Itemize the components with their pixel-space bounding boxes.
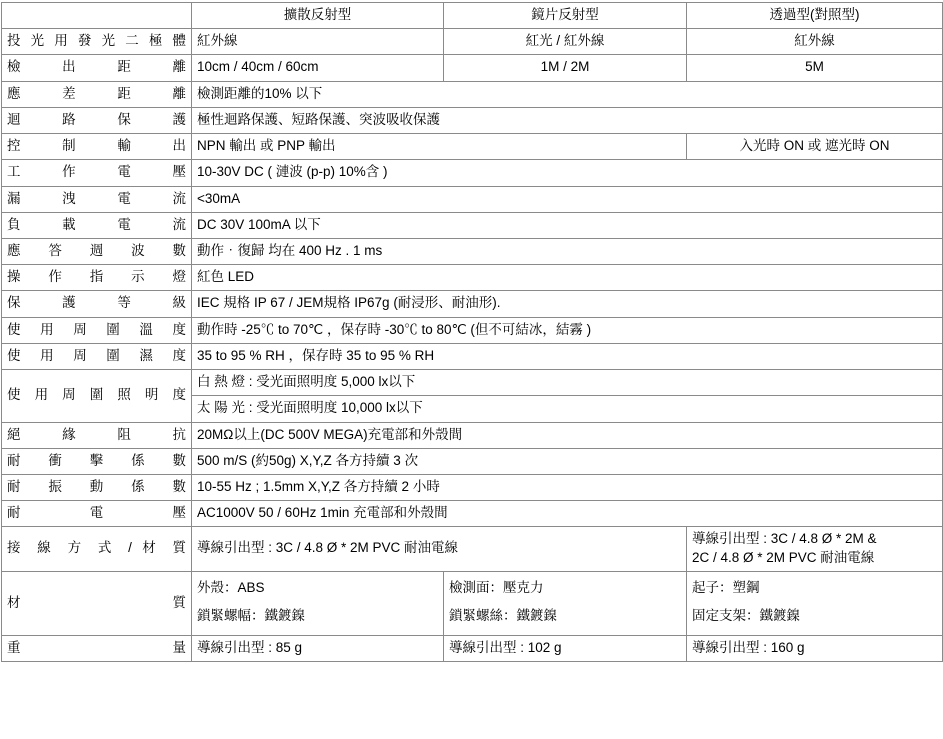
table-row <box>2 160 943 186</box>
table-row <box>2 265 943 291</box>
table-row-material <box>2 571 943 635</box>
row-value-span: 太 陽 光 : 受光面照明度 10,000 lx以下 <box>192 396 943 422</box>
specification-table <box>1 2 943 662</box>
material-col-c <box>687 571 943 635</box>
row-value-span: 檢測距離的10% 以下 <box>192 81 943 107</box>
weight-a: 導線引出型 : 85 g <box>192 636 444 662</box>
row-value-span: 動作‧復歸 均在 400 Hz . 1 ms <box>192 238 943 264</box>
row-value-span: 35 to 95 % RH ，保存時 35 to 95 % RH <box>192 343 943 369</box>
row-label: 迴 路 保 護 <box>2 107 192 133</box>
table-row <box>2 343 943 369</box>
row-label: 使 用 周 圍 溫 度 <box>2 317 192 343</box>
material-a-line1: 外殼：ABS <box>197 579 265 595</box>
row-value-a: NPN 輸出 或 PNP 輸出 <box>192 134 687 160</box>
row-label: 使 用 周 圍 濕 度 <box>2 343 192 369</box>
row-value-span: DC 30V 100mA 以下 <box>192 212 943 238</box>
material-b-line2: 鎖緊螺絲：鐵鍍鎳 <box>449 608 557 624</box>
header-diffuse: 擴散反射型 <box>192 3 444 29</box>
material-b-line1: 檢測面：壓克力 <box>449 579 544 595</box>
wiring-right-line2: 2C / 4.8 Ø * 2M PVC 耐油電線 <box>692 549 875 565</box>
row-label: 接 線 方 式 / 材 質 <box>2 527 192 571</box>
table-row <box>2 134 943 160</box>
weight-b: 導線引出型 : 102 g <box>444 636 687 662</box>
row-label: 投 光 用 發 光 二 極 體 <box>2 29 192 55</box>
row-value-span: 紅色 LED <box>192 265 943 291</box>
row-value-b: 紅光 / 紅外線 <box>444 29 687 55</box>
table-row-wiring <box>2 527 943 571</box>
table-row <box>2 29 943 55</box>
row-value-span: 動作時 -25℃ to 70℃ ，保存時 -30℃ to 80℃ (但不可結冰，結霧 ) <box>192 317 943 343</box>
table-header-row <box>2 3 943 29</box>
table-row-weight <box>2 636 943 662</box>
material-c-line2: 固定支架：鐵鍍鎳 <box>692 608 800 624</box>
row-value-span: 500 m/S (約50g) X,Y,Z 各方持續 3 次 <box>192 448 943 474</box>
row-label: 耐 電 壓 <box>2 501 192 527</box>
material-col-a <box>192 571 444 635</box>
table-row <box>2 212 943 238</box>
row-value-span: AC1000V 50 / 60Hz 1min 充電部和外殼間 <box>192 501 943 527</box>
row-label: 保 護 等 級 <box>2 291 192 317</box>
row-value-span: 白 熱 燈 : 受光面照明度 5,000 lx以下 <box>192 370 943 396</box>
material-a-line2: 鎖緊螺幅：鐵鍍鎳 <box>197 608 305 624</box>
wiring-right <box>687 527 943 571</box>
row-value-span: 極性迴路保護、短路保護、突波吸收保護 <box>192 107 943 133</box>
material-col-b <box>444 571 687 635</box>
row-label: 工 作 電 壓 <box>2 160 192 186</box>
wiring-left: 導線引出型 : 3C / 4.8 Ø * 2M PVC 耐油電線 <box>192 527 687 571</box>
weight-c: 導線引出型 : 160 g <box>687 636 943 662</box>
table-row <box>2 238 943 264</box>
row-value-c: 入光時 ON 或 遮光時 ON <box>687 134 943 160</box>
table-row <box>2 186 943 212</box>
table-row <box>2 474 943 500</box>
row-label: 控 制 輸 出 <box>2 134 192 160</box>
table-row <box>2 107 943 133</box>
table-row <box>2 291 943 317</box>
row-label: 使 用 周 圍 照 明 度 <box>2 370 192 422</box>
row-label: 耐 衝 擊 係 數 <box>2 448 192 474</box>
table-row <box>2 55 943 81</box>
wiring-right-line1: 導線引出型 : 3C / 4.8 Ø * 2M & <box>692 531 877 547</box>
row-value-c: 紅外線 <box>687 29 943 55</box>
row-label: 耐 振 動 係 數 <box>2 474 192 500</box>
row-value-span: 10-55 Hz ; 1.5mm X,Y,Z 各方持續 2 小時 <box>192 474 943 500</box>
header-retroreflective: 鏡片反射型 <box>444 3 687 29</box>
row-label: 重 量 <box>2 636 192 662</box>
row-label: 操 作 指 示 燈 <box>2 265 192 291</box>
row-label: 材 質 <box>2 571 192 635</box>
row-label: 負 載 電 流 <box>2 212 192 238</box>
header-through-beam: 透過型(對照型) <box>687 3 943 29</box>
table-row <box>2 81 943 107</box>
table-row <box>2 501 943 527</box>
row-value-b: 1M / 2M <box>444 55 687 81</box>
table-row <box>2 422 943 448</box>
row-label: 漏 洩 電 流 <box>2 186 192 212</box>
row-value-span: 20MΩ以上(DC 500V MEGA)充電部和外殼間 <box>192 422 943 448</box>
row-label: 檢 出 距 離 <box>2 55 192 81</box>
row-label: 應 差 距 離 <box>2 81 192 107</box>
row-value-c: 5M <box>687 55 943 81</box>
row-label: 應 答 週 波 數 <box>2 238 192 264</box>
table-row <box>2 317 943 343</box>
table-row <box>2 370 943 396</box>
row-value-span: <30mA <box>192 186 943 212</box>
table-row <box>2 448 943 474</box>
header-empty-cell <box>2 3 192 29</box>
row-label: 絕 緣 阻 抗 <box>2 422 192 448</box>
row-value-span: 10-30V DC ( 漣波 (p-p) 10%含 ) <box>192 160 943 186</box>
material-c-line1: 起子：塑鋼 <box>692 579 760 595</box>
row-value-a: 10cm / 40cm / 60cm <box>192 55 444 81</box>
row-value-span: IEC 規格 IP 67 / JEM規格 IP67g (耐浸形、耐油形). <box>192 291 943 317</box>
row-value-a: 紅外線 <box>192 29 444 55</box>
